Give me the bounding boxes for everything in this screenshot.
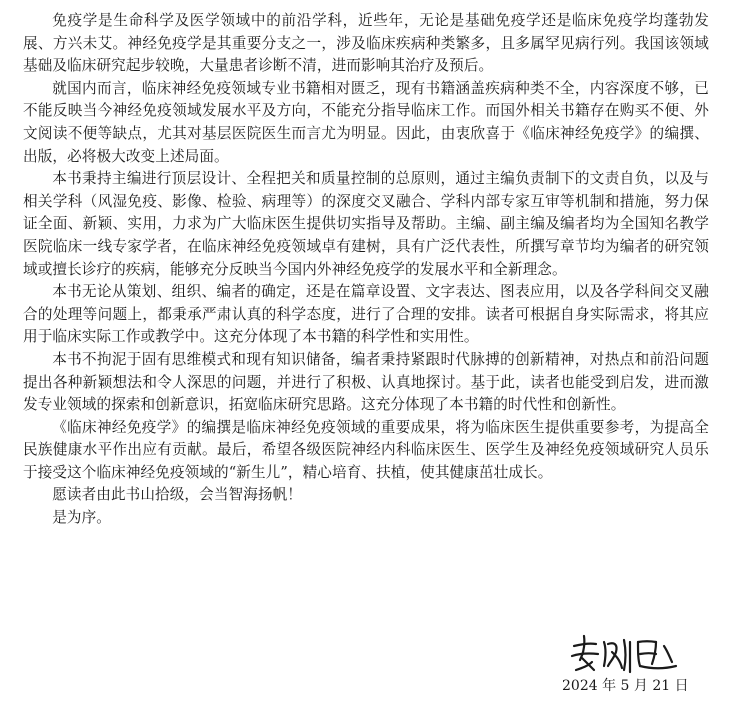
paragraph-2: 就国内而言，临床神经免疫领域专业书籍相对匮乏，现有书籍涵盖疾病种类不全，内容深度不够，已不能反映当今神经免疫领域发展水平及方向，不能充分指导临床工作。而国外相关书籍存在购买不便、外文阅读不便等缺点，尤其对基层医院医生而言尤为明显。因此，由衷欣喜于《临床神经免疫学》的编撰、出版，必将极大改变上述局面。 xyxy=(23,79,709,165)
paragraph-1: 免疫学是生命科学及医学领域中的前沿学科，近些年，无论是基础免疫学还是临床免疫学均蓬勃发展、方兴未艾。神经免疫学是其重要分支之一，涉及临床疾病种类繁多，且多属罕见病行列。我国该领域基础及临床研究起步较晚，大量患者诊断不清，进而影响其治疗及预后。 xyxy=(23,12,709,75)
paragraph-8: 是为序。 xyxy=(52,509,111,527)
paragraph-4: 本书无论从策划、组织、编者的确定，还是在篇章设置、文字表达、图表应用，以及各学科间交叉融合的处理等问题上，都秉承严肃认真的科学态度，进行了合理的安排。读者可根据自身实际需求，将其应用于临床实际工作或教学中。这充分体现了本书籍的科学性和实用性。 xyxy=(23,283,709,346)
paragraph-3: 本书秉持主编进行顶层设计、全程把关和质量控制的总原则，通过主编负责制下的文责自负，以及与相关学科（风湿免疫、影像、检验、病理等）的深度交叉融合、学科内部专家互审等机制和措施，努力保证全面、新颖、实用，力求为广大临床医生提供切实指导及帮助。主编、副主编及编者均为全国知名教学医院临床一线专家学者，在临床神经免疫领域卓有建树，具有广泛代表性，所撰写章节均为编者的研究领域或擅长诊疗的疾病，能够充分反映当今国内外神经免疫学的发展水平和全新理念。 xyxy=(23,170,709,278)
paragraph-5: 本书不拘泥于固有思维模式和现有知识储备，编者秉持紧跟时代脉搏的创新精神，对热点和前沿问题提出各种新颖想法和令人深思的问题，并进行了积极、认真地探讨。基于此，读者也能受到启发，进而激发专业领域的探索和创新意识，拓宽临床研究思路。这充分体现了本书籍的时代性和创新性。 xyxy=(23,350,709,414)
preface-body xyxy=(23,10,709,530)
paragraph-6: 《临床神经免疫学》的编撰是临床神经免疫领域的重要成果，将为临床医生提供重要参考，为提高全民族健康水平作出应有贡献。最后，希望各级医院神经内科临床医生、医学生及神经免疫领域研究人员乐于接受这个临床神经免疫领域的“新生儿”，精心培育、扶植，使其健康茁壮成长。 xyxy=(23,418,709,481)
paragraph-7: 愿读者由此书山拾级，会当智海扬帆！ xyxy=(52,486,302,504)
signature-date: 2024 年 5 月 21 日 xyxy=(562,678,689,694)
handwritten-signature-icon xyxy=(568,632,680,678)
